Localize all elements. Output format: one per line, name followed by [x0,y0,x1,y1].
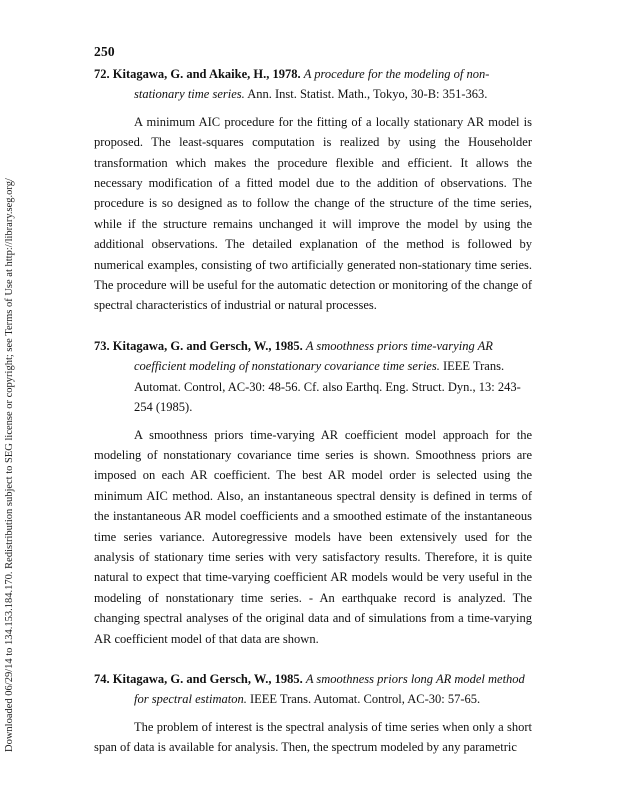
citation [94,64,532,105]
entry-title: A smoothness priors long AR model method for spectral estimaton. [134,671,525,707]
entry-abstract: A smoothness priors time-varying AR coefficient model approach for the modeling of nonstationary covariance time series is shown. Smoothness priors are imposed on each AR coefficient. The best AR model order is selected using the minimum AIC method. Also, an instantaneous spectral density is defined in terms of the instantaneous AR model coefficients and a smoothed estimate of the instantaneous time series variance. Autoregressive models have been extensively used for the analysis of stationary time series with very satisfactory results. Therefore, it is quite natural to expect that time-varying coefficient AR models would be very useful in the modeling of nonstationary time series. - An earthquake record is analyzed. The changing spectral analyses of the original data and of simulations from a time-varying AR coefficient model of that data are shown. [94,427,532,646]
entry-source: Ann. Inst. Statist. Math., Tokyo, 30-B: 351-363. [247,87,488,102]
page-number: 250 [94,44,115,59]
reference-entry-73 [94,336,532,649]
reference-entry-74 [94,669,532,758]
entry-abstract: The problem of interest is the spectral analysis of time series when only a short span of data is available for analysis. Then, the spectrum modeled by any parametric [94,719,532,755]
citation [94,669,532,710]
entry-source: IEEE Trans. Automat. Control, AC-30: 48-56. Cf. also Earthq. Eng. Struct. Dyn., 13: 243-254 (1985). [134,359,521,415]
entry-abstract: A minimum AIC procedure for the fitting of a locally stationary AR model is proposed. The least-squares computation is realized by using the Householder transformation which makes the procedure flexible and efficient. It allows the necessary modification of a fitted model due to the addition of observations. The procedure is so designed as to follow the change of the structure of the time series, while if the structure remains unchanged it will improve the model by using the additional observations. The detailed explanation of the method is followed by numerical examples, consisting of two artificially generated non-stationary time series. The procedure will be useful for the automatic detection or monitoring of the change of spectral characteristics of industrial or natural processes. [94,114,532,313]
citation [94,336,532,418]
reference-entry-72 [94,64,532,316]
entry-source: IEEE Trans. Automat. Control, AC-30: 57-65. [249,692,481,707]
download-notice: Downloaded 06/29/14 to 134.153.184.170. Redistribution subject to SEG license or copyright; see Terms of Use at http://library.seg.org/ [4,178,15,752]
entry-number: 72. [94,67,110,81]
entry-authors: Kitagawa, G. and Gersch, W., 1985. [112,338,303,353]
entry-number: 74. [94,671,110,686]
reference-list [94,64,532,758]
entry-title: A smoothness priors time-varying AR coefficient modeling of nonstationary covariance time series. [134,338,493,374]
entry-authors: Kitagawa, G. and Gersch, W., 1985. [112,671,303,686]
entry-number: 73. [94,338,110,353]
entry-title: A procedure for the modeling of non-stationary time series. [134,67,490,102]
entry-authors: Kitagawa, G. and Akaike, H., 1978. [112,67,301,81]
